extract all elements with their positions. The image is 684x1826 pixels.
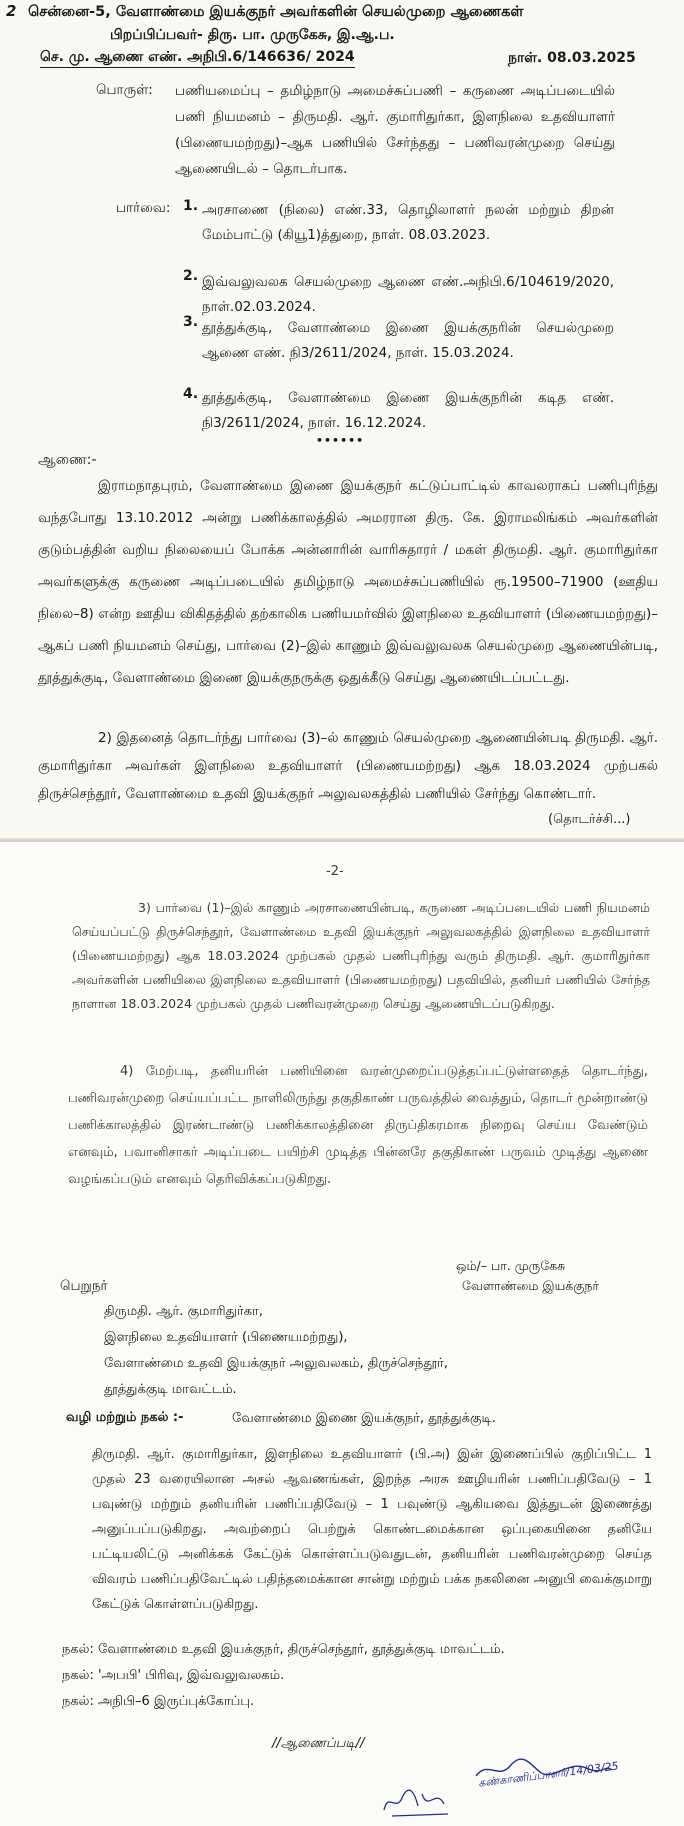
header-line-2: பிறப்பிப்பவர்- திரு. பா. முருகேசு, இ.ஆ.ப. bbox=[110, 27, 395, 43]
via-label: வழி மற்றும் நகல் :- bbox=[66, 1410, 184, 1425]
ref-number-1: 1. bbox=[183, 198, 199, 214]
ref-number-3: 3. bbox=[183, 314, 199, 330]
order-paragraph-3: 3) பார்வை (1)–இல் காணும் அரசாணையின்படி, கருணை அடிப்படையில் பணி நியமனம் செய்யப்பட்டு திருச்செந்தூர், வேளாண்மை உதவி இயக்குநர் அலுவலகத்தில் இளநிலை உதவியாளர் (பிணையமற்றது) ஆக 18.03.2024 முற்பகல் முதல் பணிபுரிந்து வரும் திருமதி. ஆர். குமாரிதுர்கா அவர்களின் பணியிலை இளநிலை உதவியாளர் (பிணையமற்றது) பதவியில், தனியர் பணியில் சேர்ந்த நாளான 18.03.2024 முற்பகல் முதல் பணிவரன்முறை செய்து ஆணையிடப்படுகிறது. bbox=[72, 900, 650, 1011]
ref-text-3: தூத்துக்குடி, வேளாண்மை இணை இயக்குநரின் செயல்முறை ஆணை எண். நி3/2611/2024, நாள். 15.03.2024. bbox=[202, 320, 614, 361]
page-one bbox=[0, 0, 684, 842]
section-dots: •••••• bbox=[316, 434, 365, 447]
ref-text-2: இவ்வலுவலக செயல்முறை ஆணை எண்.அநிபி.6/104619/2020, நாள்.02.03.2024. bbox=[202, 274, 614, 315]
corner-mark: 2 bbox=[6, 2, 17, 20]
order-date: நாள். 08.03.2025 bbox=[508, 50, 636, 66]
recipient-line-1: திருமதி. ஆர். குமாரிதுர்கா, bbox=[104, 1304, 263, 1319]
via-text: வேளாண்மை இணை இயக்குநர், தூத்துக்குடி. bbox=[232, 1411, 496, 1426]
order-paragraph-4: 4) மேற்படி, தனியரின் பணியினை வரன்முறைப்படுத்தப்பட்டுள்ளதைத் தொடர்ந்து, பணிவரன்முறை செய்யப்பட்ட நாளிலிருந்து தகுதிகாண் பருவத்தில் வைத்தும், தொடர் மூன்றாண்டு பணிக்காலத்தில் இரண்டாண்டு பணிக்காலத்தினை திருப்திகரமாக நிறைவு செய்ய வேண்டும் எனவும், பவானிசாகர் அடிப்படை பயிற்சி முடித்த பின்னரே தகுதிகாண் பருவம் முடித்து ஆணை வழங்கப்படும் எனவும் தெரிவிக்கப்படுகிறது. bbox=[68, 1064, 648, 1187]
subject-label: பொருள்: bbox=[96, 82, 153, 98]
recipient-line-3: வேளாண்மை உதவி இயக்குநர் அலுவலகம், திருச்செந்தூர், bbox=[104, 1356, 448, 1371]
initials-icon bbox=[378, 1782, 458, 1822]
ref-number-4: 4. bbox=[183, 386, 199, 402]
recipient-line-2: இளநிலை உதவியாளர் (பிணையமற்றது), bbox=[104, 1330, 348, 1345]
recipient-label: பெறுநர் bbox=[60, 1278, 108, 1294]
order-paragraph-5: திருமதி. ஆர். குமாரிதுர்கா, இளநிலை உதவியாளர் (பி.அ) இன் இணைப்பில் குறிப்பிட்ட 1 முதல் 23 வரையிலான அசல் ஆவணங்கள், இறந்த அரசு ஊழியரின் பணிப்பதிவேடு – 1 பவுண்டு மற்றும் தனியரின் பணிப்பதிவேடு – 1 பவுண்டு ஆகியவை இத்துடன் இணைத்து அனுப்பப்படுகிறது. அவற்றைப் பெற்றுக் கொண்டமைக்கான ஒப்புகையினை தனியே பட்டியலிட்டு அனிக்கக் கேட்டுக் கொள்ளப்படுவதுடன், தனியரின் பணிவரன்முறை செய்த விவரம் பணிப்பதிவேட்டில் பதிந்தமைக்கான சான்று மற்றும் பக்க நகலினை அனுபி வைக்குமாறு கேட்டுக் கொள்ளப்படுகிறது. bbox=[92, 1447, 652, 1612]
recipient-line-4: தூத்துக்குடி மாவட்டம். bbox=[104, 1382, 237, 1397]
signatory-title: வேளாண்மை இயக்குநர் bbox=[462, 1278, 599, 1293]
ref-text-1: அரசாணை (நிலை) எண்.33, தொழிலாளர் நலன் மற்றும் திறன் மேம்பாட்டு (கியூ1)த்துறை, நாள். 08.03.2023. bbox=[202, 202, 614, 243]
ref-text-4: தூத்துக்குடி, வேளாண்மை இணை இயக்குநரின் கடித எண். நி3/2611/2024, நாள். 16.12.2024. bbox=[202, 390, 614, 431]
order-label: ஆணை:- bbox=[38, 452, 97, 468]
continued-note: (தொடர்ச்சி...) bbox=[548, 812, 631, 827]
copy-line-3: நகல்: அநிபி–6 இருப்புக்கோப்பு. bbox=[62, 1694, 255, 1709]
order-paragraph-2: 2) இதனைத் தொடர்ந்து பார்வை (3)–ல் காணும் செயல்முறை ஆணையின்படி திருமதி. ஆர். குமாரிதுர்கா அவர்கள் இளநிலை உதவியாளர் (பிணையமற்றது) ஆக 18.03.2024 முற்பகல் திருச்செந்தூர், வேளாண்மை உதவி இயக்குநர் அலுவலகத்தில் பணியில் சேர்ந்து கொண்டார். bbox=[38, 730, 658, 802]
by-order: //ஆணைப்படி// bbox=[272, 1736, 365, 1751]
copy-line-1: நகல்: வேளாண்மை உதவி இயக்குநர், திருச்செந்தூர், தூத்துக்குடி மாவட்டம். bbox=[62, 1642, 505, 1657]
subject-text: பணியமைப்பு – தமிழ்நாடு அமைச்சுப்பணி – கருணை அடிப்படையில் பணி நியமனம் – திருமதி. ஆர். குமாரிதுர்கா, இளநிலை உதவியாளர் (பிணையமற்றது)–ஆக பணியில் சேர்ந்தது – பணிவரன்முறை செய்து ஆணையிடல் – தொடர்பாக. bbox=[175, 83, 615, 177]
page-two bbox=[0, 842, 684, 1826]
signature-icon bbox=[468, 1754, 618, 1784]
signatory-name: ஒம்/– பா. முருகேசு bbox=[456, 1258, 566, 1273]
order-number: செ. மு. ஆணை எண். அநிபி.6/146636/ 2024 bbox=[40, 49, 355, 68]
ref-number-2: 2. bbox=[183, 268, 199, 284]
header-line-1: சென்னை-5, வேளாண்மை இயக்குநர் அவர்களின் செயல்முறை ஆணைகள் bbox=[28, 4, 524, 20]
copy-line-2: நகல்: 'அபபி' பிரிவு, இவ்வலுவலகம். bbox=[62, 1668, 285, 1683]
order-paragraph-1: இராமநாதபுரம், வேளாண்மை இணை இயக்குநர் கட்டுப்பாட்டில் காவலராகப் பணிபுரிந்து வந்தபோது 13.10.2012 அன்று பணிக்காலத்தில் அமரரான திரு. கே. இராமலிங்கம் அவர்களின் குடும்பத்தின் வறிய நிலையைப் போக்க அன்னாரின் வாரிசுதாரர் / மகள் திருமதி. ஆர். குமாரிதுர்கா அவர்களுக்கு கருணை அடிப்படையில் தமிழ்நாடு அமைச்சுப்பணியில் ரூ.19500–71900 (ஊதிய நிலை–8) என்ற ஊதிய விகிதத்தில் தற்காலிக பணியமர்வில் இளநிலை உதவியாளர் (பிணையமற்றது)–ஆகப் பணி நியமனம் செய்து, பார்வை (2)–இல் காணும் இவ்வலுவலக செயல்முறை ஆணையின்படி, தூத்துக்குடி, வேளாண்மை இணை இயக்குநருக்கு ஒதுக்கீடு செய்து ஆணையிடப்பட்டது. bbox=[38, 478, 658, 686]
handwritten-note: கண்காணிப்பாளர்/14/03/25 bbox=[477, 1759, 620, 1790]
references-label: பார்வை: bbox=[116, 200, 171, 216]
page-mark: -2- bbox=[326, 864, 344, 879]
